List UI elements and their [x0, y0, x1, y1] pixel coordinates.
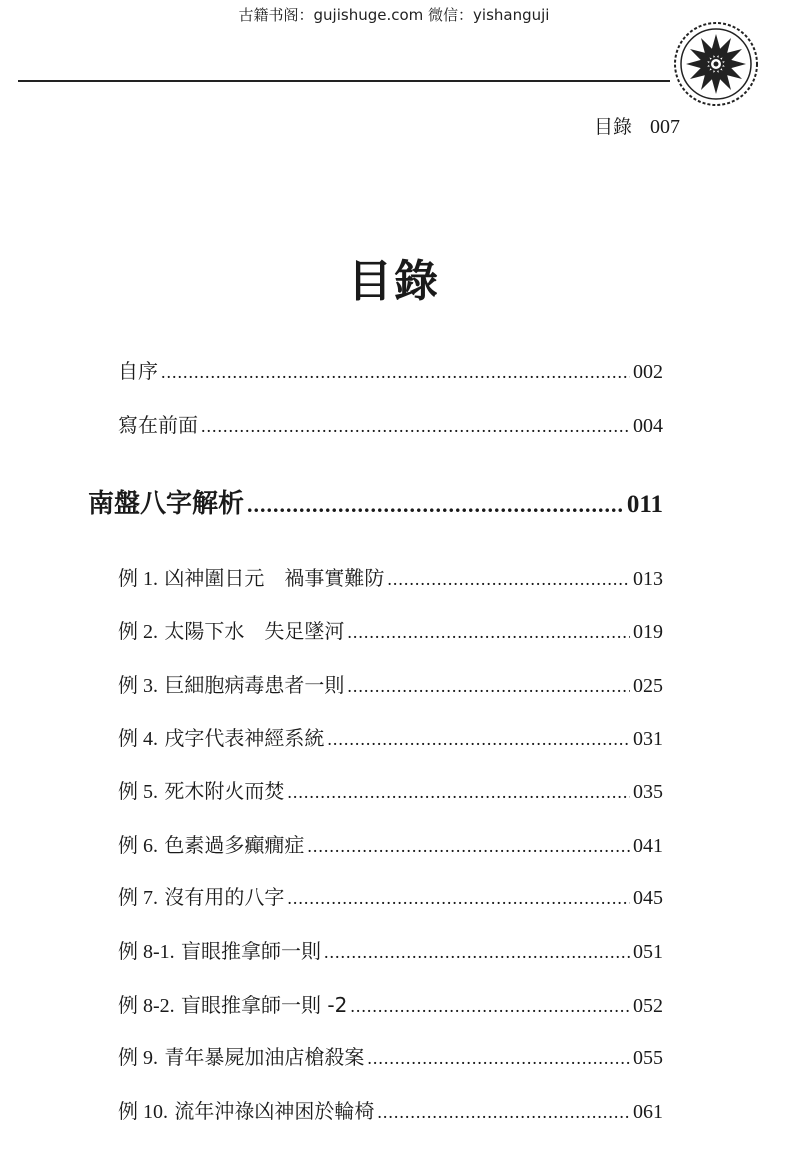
toc-entry-title: 色素過多癲癇症: [164, 833, 305, 857]
toc-entry-example-2[interactable]: [118, 615, 663, 644]
toc-entry-number: 例 8-2.: [118, 995, 175, 1017]
toc-leader-dots: [367, 1048, 630, 1069]
running-head-page-number: 007: [650, 116, 680, 138]
page-title: 目錄: [348, 256, 440, 307]
toc-entry-page: 025: [633, 675, 663, 697]
toc-leader-dots: [387, 569, 630, 590]
toc-entry-label: [118, 881, 284, 910]
toc-entry-number: 例 7.: [118, 887, 158, 909]
toc-entry-number: 例 10.: [118, 1101, 168, 1123]
toc-entry-label: [118, 615, 344, 644]
toc-entry-page: 035: [633, 781, 663, 803]
toc-entry-page: 004: [633, 415, 663, 437]
toc-entry-number: 例 9.: [118, 1047, 158, 1069]
toc-entry-title: 流年沖祿凶神困於輪椅: [174, 1099, 375, 1123]
toc-leader-dots: [347, 676, 630, 697]
toc-section-label: 南盤八字解析: [88, 489, 245, 519]
toc-entry-number: 例 6.: [118, 835, 158, 857]
toc-entry-example-9[interactable]: [118, 1041, 663, 1070]
lotus-ornament-icon: [672, 20, 760, 108]
toc-entry-number: 例 8-1.: [118, 941, 175, 963]
toc-leader-dots: [327, 729, 630, 750]
toc-entry-number: 例 3.: [118, 675, 158, 697]
toc-entry-label: 寫在前面: [118, 413, 198, 437]
toc-leader-dots: [377, 1102, 630, 1123]
toc-entry-page: 002: [633, 361, 663, 383]
toc-entry-example-10[interactable]: [118, 1095, 663, 1124]
toc-leader-dots: [287, 888, 630, 909]
toc-entry-page: 041: [633, 835, 663, 857]
toc-entry-label: [118, 722, 324, 751]
toc-entry-page: 051: [633, 941, 663, 963]
running-head-section: 目錄: [593, 116, 632, 138]
toc-entry-foreword[interactable]: [118, 409, 663, 438]
toc-entry-page: 013: [633, 568, 663, 590]
toc-entry-example-5[interactable]: [118, 775, 663, 804]
toc-entry-title: 沒有用的八字: [164, 885, 285, 909]
toc-entry-example-4[interactable]: [118, 722, 663, 751]
toc-entry-title: 死木附火而焚: [164, 779, 285, 803]
toc-entry-title: 巨細胞病毒患者一則: [164, 673, 345, 697]
toc-entry-title: 凶神圍日元 禍事實難防: [164, 566, 385, 590]
toc-entry-title: 盲眼推拿師一則: [181, 939, 322, 963]
toc-entry-number: 例 4.: [118, 728, 158, 750]
toc-entry-label: 自序: [118, 359, 158, 383]
toc-leader-dots: [350, 996, 630, 1017]
toc-entry-example-1[interactable]: [118, 562, 663, 591]
header-rule: [18, 80, 670, 82]
toc-entry-number: 例 2.: [118, 621, 158, 643]
toc-leader-dots: [347, 622, 630, 643]
toc-section-page: 011: [626, 491, 663, 518]
toc-entry-example-6[interactable]: [118, 829, 663, 858]
toc-section-heading[interactable]: [88, 483, 663, 520]
toc-entry-page: 031: [633, 728, 663, 750]
toc-entry-title: 青年暴屍加油店槍殺案: [164, 1045, 365, 1069]
toc-entry-title: 盲眼推拿師一則 -2: [181, 993, 348, 1017]
toc-entry-page: 052: [633, 995, 663, 1017]
toc-entry-page: 055: [633, 1047, 663, 1069]
toc-entry-example-7[interactable]: [118, 881, 663, 910]
toc-entry-number: 例 5.: [118, 781, 158, 803]
toc-leader-dots: [161, 362, 630, 383]
toc-entry-example-3[interactable]: [118, 669, 663, 698]
watermark-text: 古籍书阁：gujishuge.com 微信：yishanguji: [238, 6, 550, 24]
toc-entry-preface[interactable]: [118, 355, 663, 384]
toc-entry-label: [118, 1095, 374, 1124]
toc-entry-page: 061: [633, 1101, 663, 1123]
toc-leader-dots: [287, 782, 630, 803]
toc-entry-label: [118, 1041, 364, 1070]
toc-entry-page: 045: [633, 887, 663, 909]
toc-entry-label: [118, 669, 344, 698]
running-head: [594, 112, 680, 139]
toc-entry-label: [118, 562, 384, 591]
toc-entry-page: 019: [633, 621, 663, 643]
toc-entry-label: [118, 935, 321, 964]
toc-entry-title: 戌字代表神經系統: [164, 726, 325, 750]
toc-leader-dots: [307, 836, 630, 857]
toc-entry-label: [118, 989, 347, 1018]
toc-entry-label: [118, 775, 284, 804]
toc-entry-title: 太陽下水 失足墜河: [164, 619, 345, 643]
toc-leader-dots: [324, 942, 630, 963]
toc-entry-label: [118, 829, 304, 858]
toc-entry-number: 例 1.: [118, 568, 158, 590]
toc-entry-example-8-2[interactable]: [118, 989, 663, 1018]
toc-leader-dots: [201, 416, 630, 437]
toc-leader-dots: [247, 492, 624, 518]
toc-entry-example-8-1[interactable]: [118, 935, 663, 964]
